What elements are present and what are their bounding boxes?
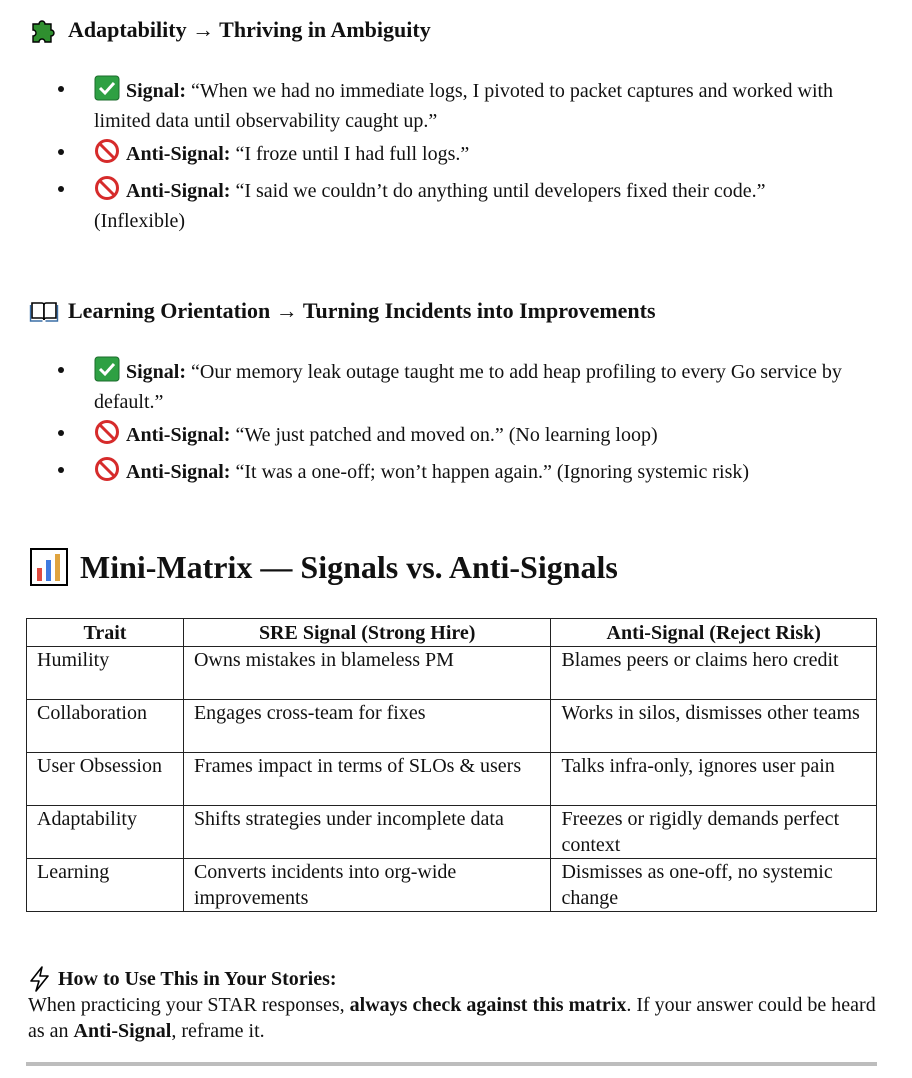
- trait-cell: Learning: [27, 859, 184, 912]
- anti-signal-text: “It was a one-off; won’t happen again.” (Ignoring systemic risk): [230, 461, 750, 483]
- list-item: [58, 419, 858, 452]
- anti-signal-text: “I said we couldn’t do anything until developers fixed their code.” (Inflexible): [94, 180, 766, 232]
- paragraph-text: When practicing your STAR responses,: [28, 994, 350, 1016]
- list-item: [58, 75, 858, 134]
- signal-cell: Shifts strategies under incomplete data: [183, 806, 551, 859]
- anti-signal-cell: Freezes or rigidly demands perfect context: [551, 806, 877, 859]
- bullet-dot: [58, 367, 64, 373]
- bullet-dot: [58, 86, 64, 92]
- table-header-row: [27, 619, 877, 647]
- adaptability-heading-text: Adaptability → Thriving in Ambiguity: [68, 17, 431, 42]
- bullet-dot: [58, 149, 64, 155]
- signal-matrix-table: [26, 618, 877, 912]
- bullet-dot: [58, 467, 64, 473]
- header-sre-signal: SRE Signal (Strong Hire): [183, 619, 551, 647]
- anti-signal-text: “We just patched and moved on.” (No learning loop): [230, 424, 658, 446]
- table-row: [27, 700, 877, 753]
- horizontal-rule: [26, 1062, 877, 1066]
- paragraph-bold: Anti-Signal: [73, 1020, 172, 1042]
- how-to-use-title-text: How to Use This in Your Stories:: [58, 968, 337, 990]
- header-trait: Trait: [27, 619, 184, 647]
- prohibited-icon: [94, 175, 120, 208]
- signal-cell: Converts incidents into org-wide improvements: [183, 859, 551, 912]
- header-anti-signal: Anti-Signal (Reject Risk): [551, 619, 877, 647]
- table-row: [27, 806, 877, 859]
- table-row: [27, 859, 877, 912]
- how-to-use-section: [28, 966, 878, 1044]
- bar-chart-icon: [30, 548, 68, 586]
- check-mark-icon: [94, 356, 120, 389]
- table-row: [27, 647, 877, 700]
- anti-signal-cell: Dismisses as one-off, no systemic change: [551, 859, 877, 912]
- anti-signal-label: Anti-Signal:: [126, 143, 231, 165]
- lightning-icon: [28, 966, 52, 992]
- paragraph-bold: always check against this matrix: [349, 994, 627, 1016]
- adaptability-list: [58, 75, 858, 238]
- anti-signal-text: “I froze until I had full logs.”: [230, 143, 470, 165]
- list-item: [58, 175, 858, 234]
- paragraph-text: , reframe it.: [171, 1020, 265, 1042]
- bullet-dot: [58, 430, 64, 436]
- anti-signal-cell: Blames peers or claims hero credit: [551, 647, 877, 700]
- learning-list: [58, 356, 858, 493]
- paragraph-text: . If your answer could be heard as an: [28, 994, 876, 1042]
- adaptability-heading: [28, 14, 431, 46]
- anti-signal-label: Anti-Signal:: [126, 461, 231, 483]
- open-book-icon: [28, 295, 60, 327]
- list-item: [58, 356, 858, 415]
- anti-signal-cell: Works in silos, dismisses other teams: [551, 700, 877, 753]
- signal-label: Signal:: [126, 361, 187, 383]
- trait-cell: Adaptability: [27, 806, 184, 859]
- signal-cell: Engages cross-team for fixes: [183, 700, 551, 753]
- anti-signal-cell: Talks infra-only, ignores user pain: [551, 753, 877, 806]
- how-to-use-paragraph: [28, 992, 878, 1044]
- signal-cell: Owns mistakes in blameless PM: [183, 647, 551, 700]
- puzzle-icon: [28, 14, 60, 46]
- signal-label: Signal:: [126, 80, 187, 102]
- how-to-use-title: [28, 966, 878, 992]
- learning-heading-text: Learning Orientation → Turning Incidents into Improvements: [68, 298, 656, 323]
- prohibited-icon: [94, 419, 120, 452]
- check-mark-icon: [94, 75, 120, 108]
- learning-heading: [28, 295, 656, 327]
- prohibited-icon: [94, 138, 120, 171]
- matrix-heading-text: Mini-Matrix — Signals vs. Anti-Signals: [80, 548, 618, 585]
- anti-signal-label: Anti-Signal:: [126, 180, 231, 202]
- signal-text: “Our memory leak outage taught me to add heap profiling to every Go service by default.”: [94, 361, 842, 413]
- matrix-heading: [30, 548, 618, 586]
- list-item: [58, 138, 858, 171]
- trait-cell: Collaboration: [27, 700, 184, 753]
- trait-cell: Humility: [27, 647, 184, 700]
- signal-text: “When we had no immediate logs, I pivoted to packet captures and worked with limited data until observability caught up.”: [94, 80, 834, 132]
- trait-cell: User Obsession: [27, 753, 184, 806]
- anti-signal-label: Anti-Signal:: [126, 424, 231, 446]
- signal-cell: Frames impact in terms of SLOs & users: [183, 753, 551, 806]
- prohibited-icon: [94, 456, 120, 489]
- list-item: [58, 456, 858, 489]
- bullet-dot: [58, 186, 64, 192]
- table-row: [27, 753, 877, 806]
